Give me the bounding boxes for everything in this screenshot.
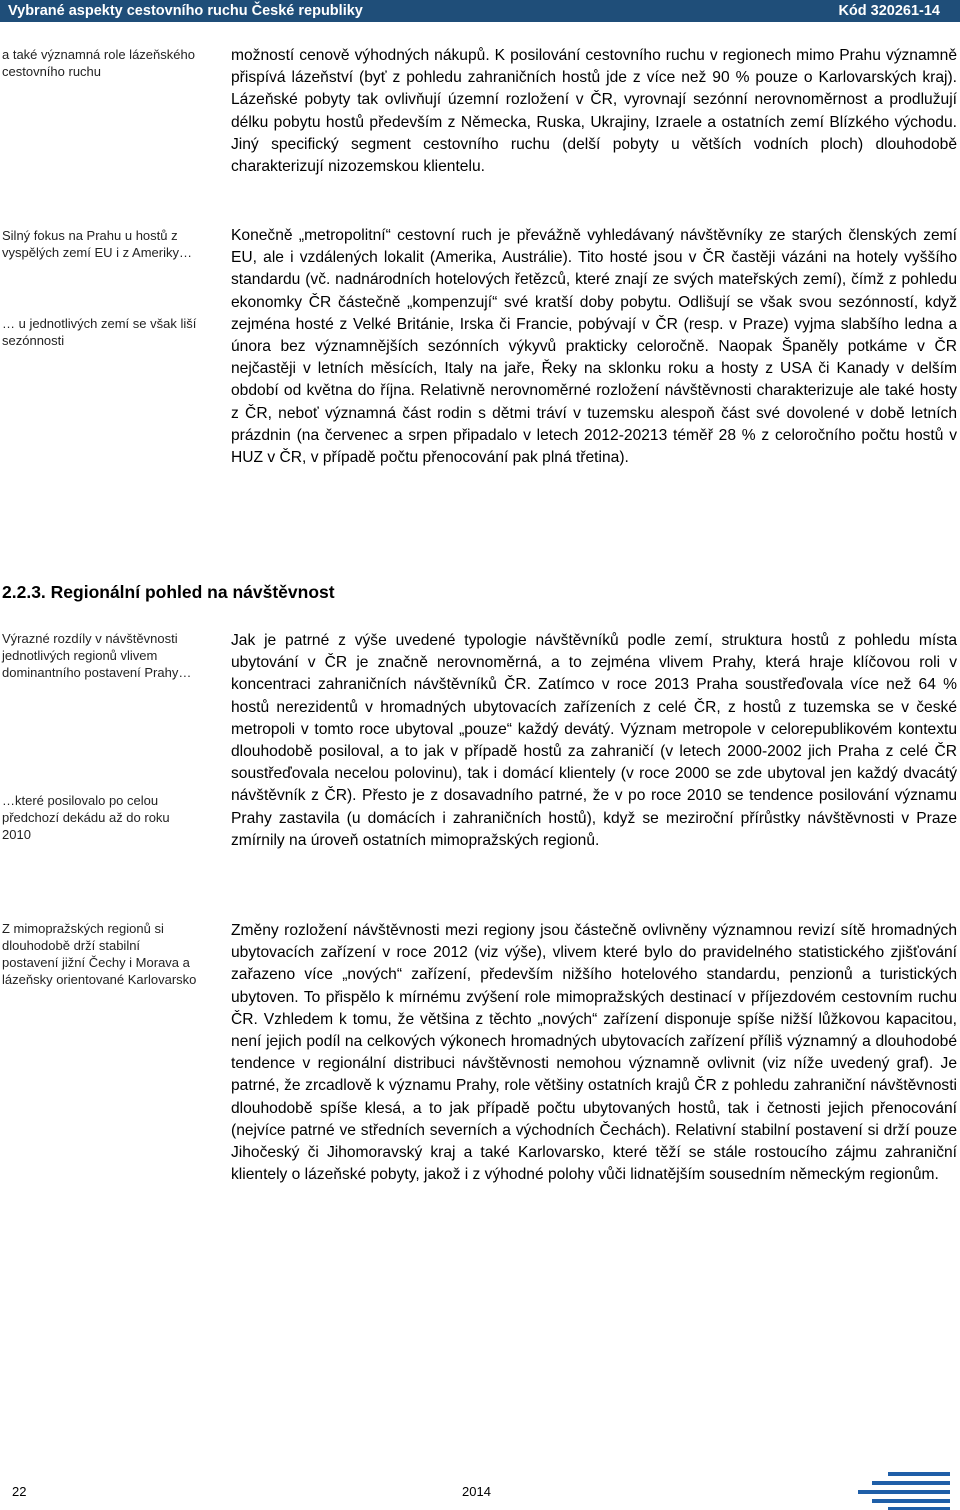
footer-year: 2014 [462, 1484, 491, 1499]
page-header [0, 0, 960, 22]
section-heading: 2.2.3. Regionální pohled na návštěvnost [2, 582, 335, 602]
margin-note-prague-focus: Silný fokus na Prahu u hostů z vyspělých zemí EU i z Ameriky… [2, 228, 192, 260]
margin-note-stable-regions: Z mimopražských regionů si dlouhodobě drží stabilní postavení jižní Čechy i Morava a lázeňsky orientované Karlovarsko [2, 921, 197, 987]
paragraph-spa-tourism: možností cenově výhodných nákupů. K posilování cestovního ruchu v regionech mimo Prahu významně přispívá lázeňství (byť z pohledu zahraničních hostů jde z více než 90 % pouze o Karlovarských kraj). Lázeňské pobyty tak ovlivňují územní rozložení v ČR, vyrovnají sezónní nerovnoměrnost a prodlužují délku pobytu hostů především z Německa, Ruska, Ukrajiny, Izraele a ostatních zemí Blízkého východu. Jiný specifický segment cestovního ruchu (delší pobyty u větších vodních ploch) dlouhodobě charakterizují nizozemskou klientelu. [231, 47, 957, 176]
document-title: Vybrané aspekty cestovního ruchu České republiky [8, 3, 363, 19]
margin-note-spa: a také významná role lázeňského cestovního ruchu [2, 47, 195, 79]
document-code: Kód 320261-14 [838, 3, 940, 19]
margin-note-seasonality: … u jednotlivých zemí se však liší sezónnosti [2, 316, 197, 348]
publisher-logo-icon [858, 1470, 950, 1510]
page-number: 22 [12, 1484, 27, 1499]
paragraph-regional-structure: Jak je patrné z výše uvedené typologie návštěvníků podle zemí, struktura hostů z pohledu místa ubytování v ČR je značně nerovnoměrná, a to zejména vlivem Prahy, která hraje klíčovou roli v koncentraci zahraničních návštěvníků ČR. Zatímco v roce 2013 Praha soustřeďovala více než 64 % hostů nerezidentů v hromadných ubytovacích zařízeních z celé ČR, z hostů z tuzemska se v české metropoli v tomto roce ubytoval „pouze“ každý devátý. Význam metropole v celorepublikovém kontextu dlouhodobě posiloval, a to jak v případě hostů za zahraničí (v letech 2000-2002 jich Praha z celé ČR soustřeďovala necelou polovinu), tak i domácí klientely (v roce 2000 se zde ubytoval jen každý dvacátý návštěvník z ČR). Přesto je z dosavadního patrné, že v po roce 2010 se tendence posilování významu Prahy zastavila (u domácích i zahraničních hostů), když se meziroční přírůstky návštěvnosti v Praze zmírnily na úroveň ostatních mimopražských regionů. [231, 632, 957, 849]
paragraph-regional-changes: Změny rozložení návštěvnosti mezi regiony jsou částečně ovlivněny významnou revizí sítě hromadných ubytovacích zařízení v roce 2012 (viz výše), vlivem které bylo do pravidelného statistického zjišťování zařazeno více „nových“ zařízení, především nižšího hotelového standardu, penzionů a turistických ubytoven. To přispělo k mírnému zvýšení role mimopražských destinací v příjezdovém cestovním ruchu ČR. Vzhledem k tomu, že většina z těchto „nových“ zařízení disponuje spíše nižší lůžkovou kapacitou, není jejich podíl na celkových výkonech hromadných ubytovacích zařízení příliš významný a dlouhodobé tendence v regionální distribuci návštěvnosti nemohou významně ovlivnit (viz níže uvedený graf). Je patrné, že zrcadlově k významu Prahy, role většiny ostatních krajů ČR z pohledu zahraniční návštěvnosti dlouhodobě spíše klesá, a to jak případě počtu ubytovaných hostů, tak i četnosti jejich přenocování (nejvíce patrné ve středních severních a východních Čechách). Relativní stabilní postavení si drží pouze Jihočeský či Jihomoravský kraj a také Karlovarsko, které těží se stále rostoucího zájmu zahraniční klientely o lázeňské pobyty, jakož i z výhodné polohy vůči lidnatějším sousedním německým regionům. [231, 922, 957, 1184]
margin-note-prior-decade: …které posilovalo po celou předchozí dekádu až do roku 2010 [2, 793, 170, 842]
paragraph-metropolitan-tourism: Konečně „metropolitní“ cestovní ruch je převážně vyhledávaný návštěvníky ze starých členských zemí EU, ale i vzdálených lokalit (Amerika, Austrálie). Tito hosté jsou v ČR častěji vázáni na hotely vyššího standardu (vč. nadnárodních hotelových řetězců, které znají ze svých mateřských zemí), čímž z pohledu ekonomky ČR částečně „kompenzují“ své kratší doby pobytu. Odlišují se však svou sezónností, když zejména hosté z Velké Británie, Irska či Francie, pobývají v ČR (resp. v Praze) vyjma slabšího ledna a února bez významnějších sezónních výkyvů prakticky celoročně. Naopak Španěly potkáme v ČR nejčastěji v letních měsících, Italy na jaře, Řeky na sklonku roku a hosty z USA či Kanady v delším období od května do října. Relativně nerovnoměrné rozložení návštěvnosti charakterizuje ale také hosty z ČR, neboť významná část rodin s dětmi tráví v tuzemsku alespoň část své dovolené v době letních prázdnin (na červenec a srpen připadalo v letech 2012-20213 téměř 28 % z celoročního počtu hostů v HUZ v ČR, v případě počtu přenocování pak plná třetina). [231, 227, 957, 467]
margin-note-regional-differences: Výrazné rozdíly v návštěvnosti jednotlivých regionů vlivem dominantního postavení Prahy… [2, 631, 192, 680]
